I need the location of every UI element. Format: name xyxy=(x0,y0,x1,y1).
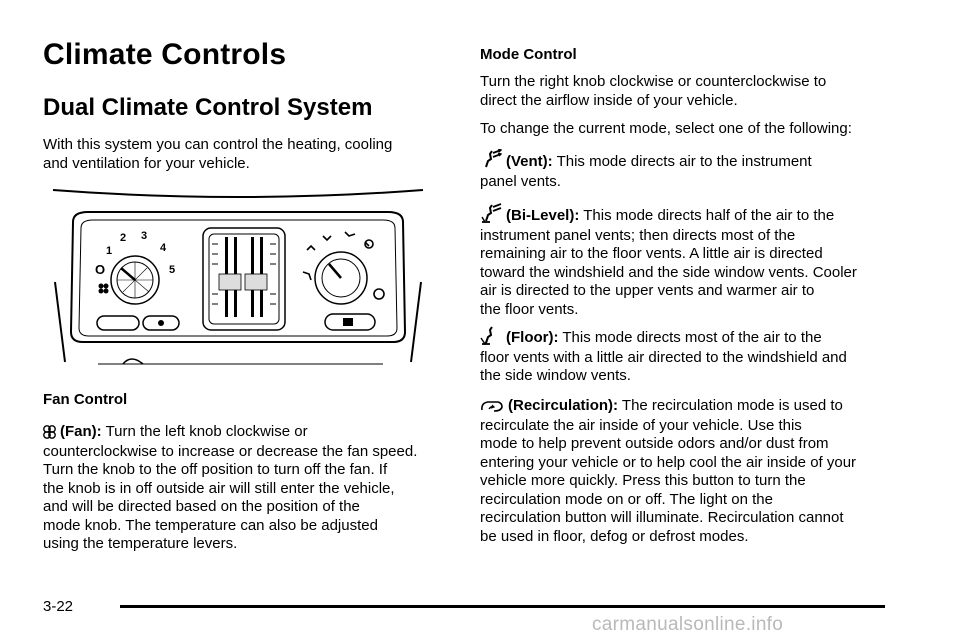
body-line: This mode directs air to the instrument xyxy=(556,153,812,170)
vent-label: (Vent): xyxy=(506,153,553,170)
bilevel-mode-icon xyxy=(480,203,502,223)
body-line: remaining air to the floor vents. A little air is directed xyxy=(480,245,823,262)
body-line: The recirculation mode is used to xyxy=(621,397,843,414)
recirculation-icon xyxy=(480,399,504,413)
body-line: recirculation button will illuminate. Recirculation cannot xyxy=(480,509,844,526)
body-line: Turn the knob to the off position to turn off the fan. If xyxy=(43,461,388,478)
body-line: This mode directs half of the air to the xyxy=(583,207,835,224)
body-line: recirculate the air inside of your vehicle. Use this xyxy=(480,416,802,434)
page-number: 3-22 xyxy=(43,598,74,615)
intro-line: With this system you can control the heating, cooling xyxy=(43,136,393,153)
page-title: Climate Controls xyxy=(43,38,287,71)
passenger-temperature-lever[interactable] xyxy=(245,274,267,290)
bilevel-label: (Bi-Level): xyxy=(506,207,580,224)
body-line: entering your vehicle or to help cool the air inside of your xyxy=(480,453,857,471)
fan-speed-label: 1 xyxy=(106,245,113,257)
body-line: This mode directs most of the air to the xyxy=(562,329,822,346)
body-line: and will be directed based on the position of the xyxy=(43,498,360,515)
body-line: air is directed to the upper vents and warmer air to xyxy=(480,282,815,299)
section-title: Dual Climate Control System xyxy=(43,94,373,121)
body-line: Turn the right knob clockwise or counterclockwise to xyxy=(480,73,827,90)
intro-line: and ventilation for your vehicle. xyxy=(43,154,250,172)
fan-speed-label: 5 xyxy=(169,264,176,276)
fan-off-label: O xyxy=(95,262,106,277)
body-line: recirculation mode on or off. The light on the xyxy=(480,490,773,508)
mode-change-line: To change the current mode, select one of the following: xyxy=(480,120,852,137)
fan-icon xyxy=(99,284,109,294)
mode-control-heading: Mode Control xyxy=(480,46,577,63)
fan-speed-label: 4 xyxy=(160,242,167,254)
climate-control-panel-figure xyxy=(43,182,433,372)
body-line: be used in floor, defog or defrost modes. xyxy=(480,527,749,545)
recirculation-label: (Recirculation): xyxy=(508,397,619,414)
body-line: direct the airflow inside of your vehicle. xyxy=(480,91,738,109)
body-line: using the temperature levers. xyxy=(43,535,238,552)
body-line: toward the windshield and the side window vents. Cooler xyxy=(480,263,857,281)
recirculation-paragraph xyxy=(480,397,920,546)
rear-defrost-button[interactable] xyxy=(97,316,139,330)
mode-intro-paragraph xyxy=(480,73,920,110)
body-line: counterclockwise to increase or decrease the fan speed. xyxy=(43,442,418,460)
body-line: instrument panel vents; then directs most of the xyxy=(480,226,796,244)
floor-paragraph xyxy=(480,325,920,386)
floor-mode-icon xyxy=(480,325,502,345)
body-line: mode to help prevent outside odors and/or dust from xyxy=(480,435,829,452)
bilevel-paragraph xyxy=(480,203,920,319)
body-line: Turn the left knob clockwise or xyxy=(105,423,308,440)
body-line: the side window vents. xyxy=(480,367,631,384)
intro-paragraph xyxy=(43,136,453,173)
watermark: carmanualsonline.info xyxy=(592,614,784,635)
fan-label: (Fan): xyxy=(60,423,102,440)
body-line: mode knob. The temperature can also be adjusted xyxy=(43,516,378,534)
fan-control-paragraph xyxy=(43,423,458,554)
vent-mode-icon xyxy=(480,149,502,169)
fan-icon xyxy=(43,425,56,439)
footer-rule xyxy=(120,605,885,608)
vent-paragraph xyxy=(480,149,920,191)
fan-control-heading: Fan Control xyxy=(43,391,128,408)
floor-label: (Floor): xyxy=(506,329,559,346)
fan-speed-label: 3 xyxy=(141,230,148,242)
body-line: vehicle more quickly. Press this button to turn the xyxy=(480,472,806,489)
fan-speed-label: 2 xyxy=(120,232,127,244)
driver-temperature-lever[interactable] xyxy=(219,274,241,290)
body-line: the floor vents. xyxy=(480,300,579,318)
body-line: the knob is in off outside air will still enter the vehicle, xyxy=(43,479,395,497)
body-line: panel vents. xyxy=(480,172,561,190)
body-line: floor vents with a little air directed to the windshield and xyxy=(480,348,847,366)
